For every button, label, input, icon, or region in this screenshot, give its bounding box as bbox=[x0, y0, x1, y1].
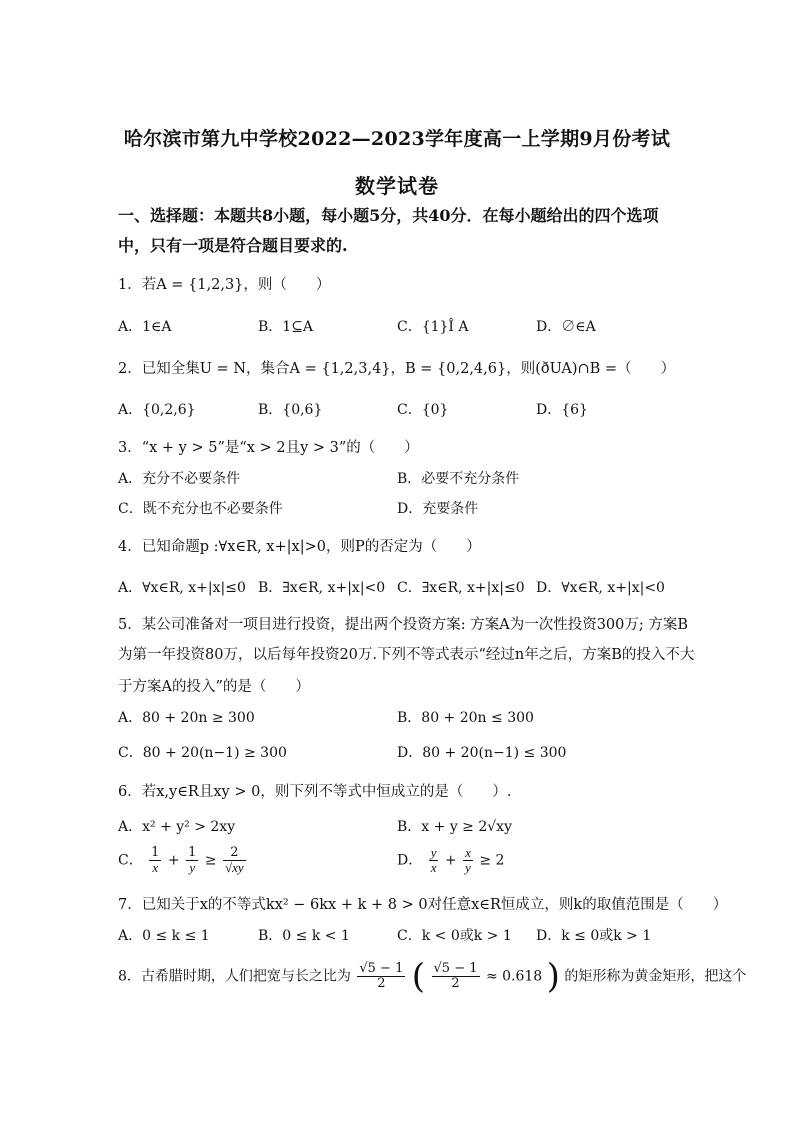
question-7-option-d: D．k ≤ 0或k > 1 bbox=[536, 928, 652, 944]
fraction-1-over-x bbox=[149, 846, 161, 875]
question-4-option-d: D．∀x∈R, x+|x|<0 bbox=[536, 580, 665, 596]
question-5-line3: 于方案A的投入”的是（ ） bbox=[118, 679, 310, 695]
plus-sign: + bbox=[167, 852, 180, 869]
right-paren: ) bbox=[546, 956, 560, 997]
frac-numerator: 1 bbox=[188, 845, 197, 860]
question-1-option-c: C．{1}Î A bbox=[397, 319, 469, 335]
frac-numerator: 2 bbox=[223, 846, 246, 861]
left-paren: ( bbox=[411, 956, 426, 997]
question-1-option-d: D．∅∈A bbox=[536, 319, 596, 335]
section-heading-line1: 一、选择题：本题共8小题，每小题5分，共40分．在每小题给出的四个选项 bbox=[118, 206, 659, 225]
question-3-stem: 3．“x + y > 5”是“x > 2且y > 3”的（ ） bbox=[118, 440, 419, 456]
question-5-line1: 5．某公司准备对一项目进行投资，提出两个投资方案: 方案A为一次性投资300万; 方案B bbox=[118, 617, 689, 633]
question-5-line2: 为第一年投资80万，以后每年投资20万.下列不等式表示“经过n年之后，方案B的投入不大 bbox=[118, 647, 695, 663]
question-7-option-a: A．0 ≤ k ≤ 1 bbox=[118, 928, 210, 944]
question-6-option-d bbox=[397, 846, 504, 875]
question-1-stem: 1．若A = {1,2,3}，则（ ） bbox=[118, 277, 331, 293]
frac-denominator: 2 bbox=[377, 976, 386, 991]
frac-denominator: x bbox=[430, 860, 437, 875]
question-1-option-b: B．1⊆A bbox=[258, 319, 314, 335]
question-3-option-b: B．必要不充分条件 bbox=[397, 471, 520, 487]
frac-denominator: y bbox=[465, 860, 471, 875]
question-4-option-a: A．∀x∈R, x+|x|≤0 bbox=[118, 580, 246, 596]
question-8-lead: 8．古希腊时期，人们把宽与长之比为 bbox=[118, 968, 351, 985]
frac-numerator: √5 − 1 bbox=[433, 961, 478, 976]
golden-ratio-fraction-inner bbox=[432, 962, 480, 991]
question-5-option-c: C．80 + 20(n−1) ≥ 300 bbox=[118, 745, 287, 761]
question-6-option-a: A．x² + y² > 2xy bbox=[118, 819, 236, 835]
question-4-option-b: B．∃x∈R, x+|x|<0 bbox=[258, 580, 386, 596]
question-5-option-d: D．80 + 20(n−1) ≤ 300 bbox=[397, 745, 567, 761]
inequality-expression: ≥ 2 bbox=[479, 852, 505, 869]
frac-numerator: √5 − 1 bbox=[359, 961, 404, 976]
exam-title: 哈尔滨市第九中学校2022—2023学年度高一上学期9月份考试 bbox=[123, 128, 671, 150]
fraction-x-over-y bbox=[463, 846, 473, 875]
question-8-tail: 的矩形称为黄金矩形，把这个 bbox=[564, 968, 747, 985]
approx-value: ≈ 0.618 bbox=[485, 968, 543, 985]
question-6-option-c bbox=[118, 846, 248, 875]
plus-sign: + bbox=[444, 852, 457, 869]
frac-numerator: 1 bbox=[151, 845, 160, 860]
question-5-option-a: A．80 + 20n ≥ 300 bbox=[118, 710, 255, 726]
fraction-2-over-sqrt-xy bbox=[223, 846, 246, 875]
question-3-option-a: A．充分不必要条件 bbox=[118, 471, 241, 487]
fraction-y-over-x bbox=[429, 846, 439, 875]
question-2-option-b: B．{0,6} bbox=[258, 402, 323, 418]
fraction-1-over-y bbox=[186, 846, 198, 875]
question-2-option-a: A．{0,2,6} bbox=[118, 402, 196, 418]
question-2-option-d: D．{6} bbox=[536, 402, 588, 418]
question-8-stem bbox=[118, 956, 747, 997]
frac-denominator: y bbox=[189, 860, 196, 875]
frac-denominator: 2 bbox=[451, 976, 460, 991]
frac-denominator: x bbox=[152, 860, 159, 875]
question-5-option-b: B．80 + 20n ≤ 300 bbox=[397, 710, 534, 726]
question-3-option-d: D．充要条件 bbox=[397, 501, 479, 517]
question-1-option-a: A．1∈A bbox=[118, 319, 172, 335]
question-4-stem: 4．已知命题p :∀x∈R, x+|x|>0，则P的否定为（ ） bbox=[118, 539, 481, 555]
question-7-stem: 7．已知关于x的不等式kx² − 6kx + k + 8 > 0对任意x∈R恒成立，则k的取值范围是（ ） bbox=[118, 897, 728, 913]
section-heading-line2: 中，只有一项是符合题目要求的. bbox=[118, 236, 348, 255]
question-6-stem: 6．若x,y∈R且xy > 0，则下列不等式中恒成立的是（ ）. bbox=[118, 784, 512, 800]
question-2-option-c: C．{0} bbox=[397, 402, 449, 418]
question-4-option-c: C．∃x∈R, x+|x|≤0 bbox=[397, 580, 525, 596]
question-6-option-b: B．x + y ≥ 2√xy bbox=[397, 819, 512, 835]
golden-ratio-fraction bbox=[357, 962, 405, 991]
inequality-sign: ≥ bbox=[204, 852, 217, 869]
frac-numerator: y bbox=[430, 845, 437, 860]
exam-subtitle: 数学试卷 bbox=[355, 174, 439, 198]
option-c-label: C． bbox=[118, 852, 143, 869]
question-7-option-b: B．0 ≤ k < 1 bbox=[258, 928, 350, 944]
option-d-label: D． bbox=[397, 852, 423, 869]
frac-denominator: √xy bbox=[225, 860, 244, 875]
question-3-option-c: C．既不充分也不必要条件 bbox=[118, 501, 283, 517]
frac-numerator: x bbox=[465, 845, 471, 860]
question-7-option-c: C．k < 0或k > 1 bbox=[397, 928, 512, 944]
question-2-stem: 2．已知全集U = N，集合A = {1,2,3,4}，B = {0,2,4,6}，则(ðUA)∩B =（ ） bbox=[118, 361, 676, 377]
